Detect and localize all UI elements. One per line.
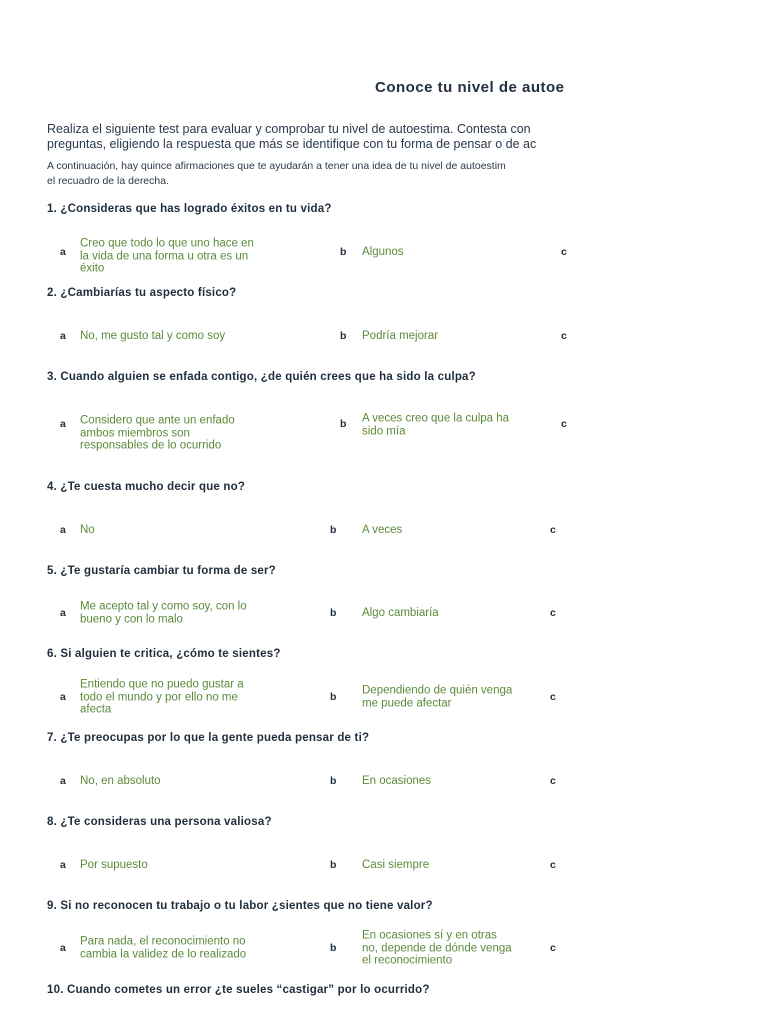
option-letter-c: c [550, 775, 556, 787]
option-letter-b: b [340, 330, 347, 342]
option-a-text[interactable]: Creo que todo lo que uno hace en la vida de una forma u otra es un éxito [80, 237, 254, 275]
question-text: 9. Si no reconocen tu trabajo o tu labor ¿sientes que no tiene valor? [47, 900, 433, 912]
option-letter-c: c [550, 859, 556, 871]
option-b-text[interactable]: En ocasiones [362, 774, 432, 787]
option-b-text[interactable]: A veces creo que la culpa ha sido mía [362, 412, 510, 437]
option-b-text[interactable]: Algo cambiaría [362, 606, 439, 619]
option-letter-b: b [340, 246, 347, 258]
question-text: 2. ¿Cambiarías tu aspecto físico? [47, 287, 237, 299]
option-letter-c: c [550, 691, 556, 703]
option-a-text[interactable]: Entiendo que no puedo gustar a todo el mundo y por ello no me afecta [80, 678, 244, 716]
question-text: 4. ¿Te cuesta mucho decir que no? [47, 481, 246, 493]
option-letter-a: a [60, 775, 66, 787]
question-text: 6. Si alguien te critica, ¿cómo te sientes? [47, 648, 281, 660]
option-a-text[interactable]: Considero que ante un enfado ambos miembros son responsables de lo ocurrido [80, 414, 235, 452]
option-a-text[interactable]: No, en absoluto [80, 774, 161, 787]
option-letter-a: a [60, 607, 66, 619]
option-letter-a: a [60, 524, 66, 536]
option-letter-b: b [340, 418, 347, 430]
option-a-text[interactable]: No [80, 523, 95, 536]
option-a-text[interactable]: No, me gusto tal y como soy [80, 329, 226, 342]
question-text: 10. Cuando cometes un error ¿te sueles “castigar” por lo ocurrido? [47, 984, 430, 996]
intro-line-3: A continuación, hay quince afirmaciones que te ayudarán a tener una idea de tu nivel de autoestim [47, 160, 506, 172]
intro-line-2: preguntas, eligiendo la respuesta que más se identifique con tu forma de pensar o de ac [47, 137, 537, 151]
question-text: 7. ¿Te preocupas por lo que la gente pueda pensar de ti? [47, 732, 370, 744]
option-a-text[interactable]: Por supuesto [80, 858, 148, 871]
option-b-text[interactable]: Podría mejorar [362, 329, 439, 342]
option-b-text[interactable]: Casi siempre [362, 858, 430, 871]
option-a-text[interactable]: Para nada, el reconocimiento no cambia la validez de lo realizado [80, 935, 247, 960]
intro-line-4: el recuadro de la derecha. [47, 175, 169, 187]
option-b-text[interactable]: En ocasiones sí y en otras no, depende de dónde venga el reconocimiento [362, 929, 512, 967]
question-text: 3. Cuando alguien se enfada contigo, ¿de quién crees que ha sido la culpa? [47, 371, 476, 383]
option-letter-a: a [60, 691, 66, 703]
option-letter-b: b [330, 859, 337, 871]
page-title: Conoce tu nivel de autoe [375, 79, 565, 96]
option-letter-a: a [60, 246, 66, 258]
option-letter-b: b [330, 524, 337, 536]
option-letter-b: b [330, 691, 337, 703]
option-letter-c: c [561, 330, 567, 342]
intro-line-1: Realiza el siguiente test para evaluar y comprobar tu nivel de autoestima. Contesta con [47, 122, 531, 136]
question-text: 8. ¿Te consideras una persona valiosa? [47, 816, 272, 828]
option-letter-b: b [330, 775, 337, 787]
option-a-text[interactable]: Me acepto tal y como soy, con lo bueno y con lo malo [80, 600, 247, 625]
option-letter-c: c [550, 524, 556, 536]
option-letter-b: b [330, 607, 337, 619]
option-letter-a: a [60, 418, 66, 430]
option-letter-c: c [561, 418, 567, 430]
option-letter-c: c [550, 607, 556, 619]
option-b-text[interactable]: Dependiendo de quién venga me puede afectar [362, 684, 513, 709]
option-letter-c: c [550, 942, 556, 954]
option-letter-a: a [60, 859, 66, 871]
option-letter-a: a [60, 330, 66, 342]
option-letter-b: b [330, 942, 337, 954]
option-letter-c: c [561, 246, 567, 258]
question-text: 5. ¿Te gustaría cambiar tu forma de ser? [47, 565, 276, 577]
question-text: 1. ¿Consideras que has logrado éxitos en tu vida? [47, 203, 332, 215]
option-b-text[interactable]: A veces [362, 523, 403, 536]
option-letter-a: a [60, 942, 66, 954]
option-b-text[interactable]: Algunos [362, 245, 404, 258]
